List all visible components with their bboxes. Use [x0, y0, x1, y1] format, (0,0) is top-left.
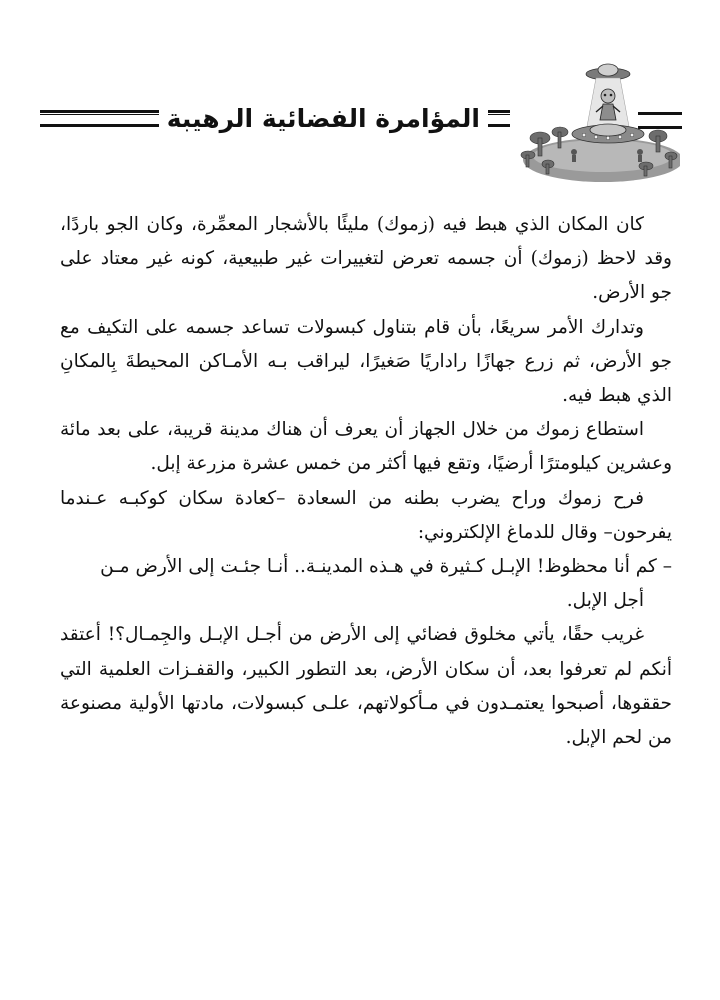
dialogue-continuation: أجل الإبل. [566, 590, 644, 612]
dialogue-line: – كم أنا محظوظ! الإبـل كـثيرة في هـذه المدينـة.. أنـا جئـت إلى الأرض مـن [100, 556, 672, 578]
title-rule-right [488, 110, 510, 127]
paragraph: فرح زموك وراح يضرب بطنه من السعادة –كعادة سكان كوكبـه عـندما يفرحون– وقال للدماغ الإلكتروني: [60, 487, 672, 543]
paragraph: وتدارك الأمر سريعًا، بأن قام بتناول كبسولات تساعد جسمه على التكيف مع جو الأرض، ثم زرع جهازًا راداريًا صَغيرًا، ليراقب بـه الأمـاكن المحيطةَ بِالمكانِ الذي هبط فيه. [60, 316, 672, 407]
ufo-alien-landscape-illustration [508, 60, 680, 185]
page-header [40, 60, 680, 190]
title-rule-left [40, 110, 159, 127]
paragraph: استطاع زموك من خلال الجهاز أن يعرف أن هناك مدينة قريبة، على بعد مائة وعشرين كيلومترًا أرضيًا، وتقع فيها أكثر من خمس عشرة مزرعة إبل. [60, 419, 672, 475]
page-title: المؤامرة الفضائية الرهيبة [166, 103, 480, 133]
paragraph: كان المكان الذي هبط فيه (زموك) مليئًا بالأشجار المعمِّرة، وكان الجو باردًا، وقد لاحظ (زموك) أن جسمه تعرض لتغييرات غير طبيعية، كونه غير معتاد على جو الأرض. [60, 214, 672, 304]
title-row [40, 98, 510, 138]
paragraph: غريب حقًا، يأتي مخلوق فضائي إلى الأرض من أجـل الإبـل والجِمـال؟! أعتقد أنكم لم تعرفوا بعد، أن سكان الأرض، بعد التطور الكبير، والقفـزات العلمية التي حققوها، أصبحوا يعتمـدون في مـأكولاتهم، علـى كبسولات، مادتها الأولية مصنوعة من لحم الإبل. [60, 624, 672, 749]
story-body [60, 208, 672, 755]
